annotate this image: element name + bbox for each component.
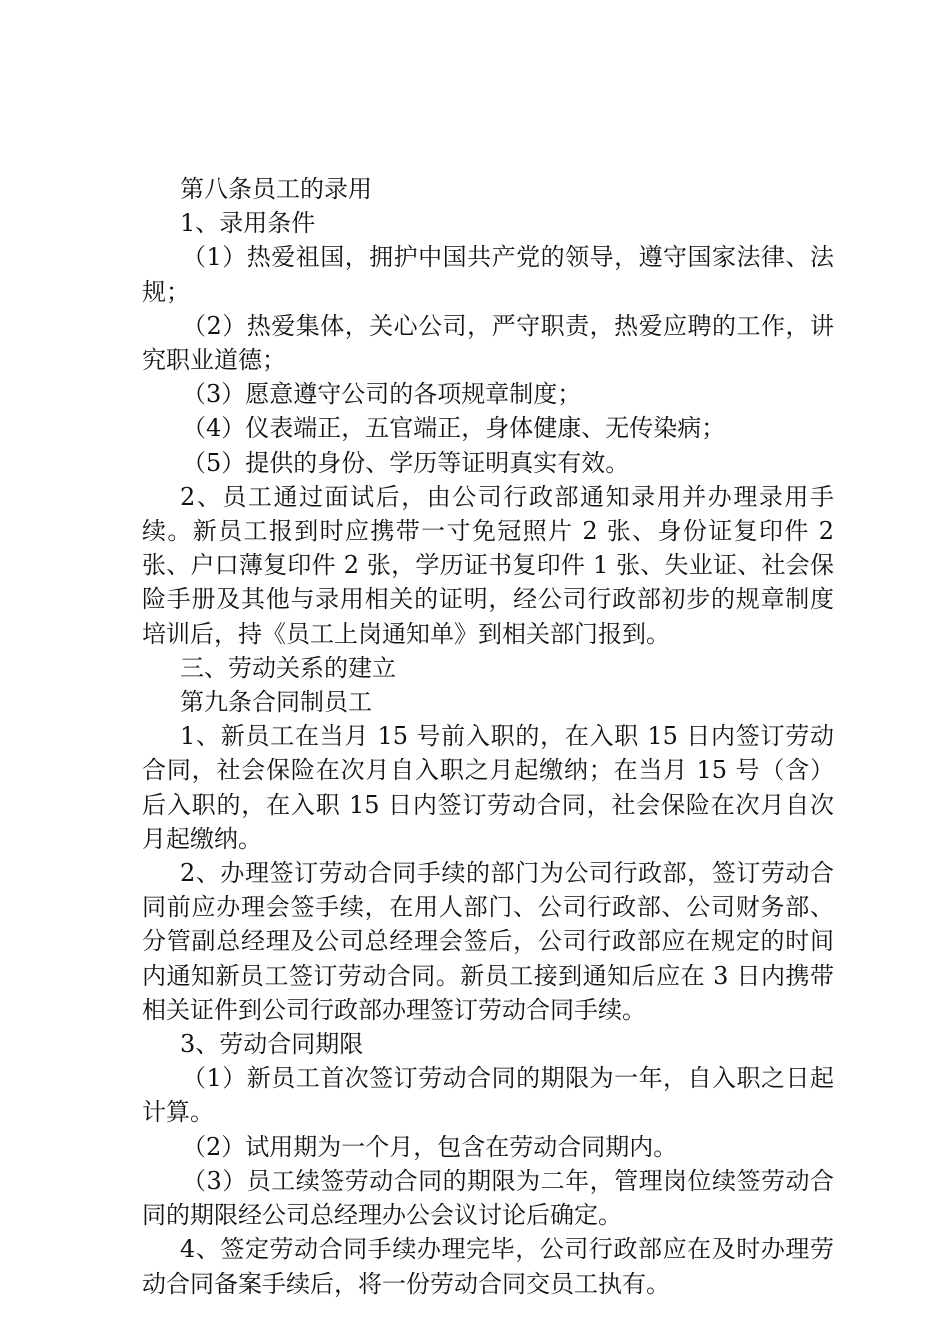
condition-1: （1）热爱祖国，拥护中国共产党的领导，遵守国家法律、法规； bbox=[142, 243, 834, 306]
contract-term-3: （3）员工续签劳动合同的期限为二年，管理岗位续签劳动合同的期限经公司总经理办公会议讨论后确定。 bbox=[142, 1166, 834, 1230]
contract-term-heading: 3、劳动合同期限 bbox=[180, 1030, 364, 1059]
condition-5: （5）提供的身份、学历等证明真实有效。 bbox=[182, 448, 630, 477]
contract-term-2: （2）试用期为一个月，包含在劳动合同期内。 bbox=[182, 1132, 678, 1161]
condition-2: （2）热爱集体，关心公司，严守职责，热爱应聘的工作，讲究职业道德； bbox=[142, 311, 834, 375]
hiring-procedure: 2、员工通过面试后，由公司行政部通知录用并办理录用手续。新员工报到时应携带一寸免冠照片 2 张、身份证复印件 2 张、户口薄复印件 2 张，学历证书复印件 1 张、失业证、社会保险手册及其他与录用相关的证明，经公司行政部初步的规章制度培训后，持《员工上岗通知单》到相关部门报到。 bbox=[142, 482, 834, 648]
article-9-heading: 第九条合同制员工 bbox=[180, 688, 372, 717]
contract-timing: 1、新员工在当月 15 号前入职的，在入职 15 日内签订劳动合同，社会保险在次月自入职之月起缴纳；在当月 15 号（含）后入职的，在入职 15 日内签订劳动合同，社会保险在次月自次月起缴纳。 bbox=[142, 722, 834, 853]
contract-filing: 4、签定劳动合同手续办理完毕，公司行政部应在及时办理劳动合同备案手续后，将一份劳动合同交员工执有。 bbox=[142, 1235, 834, 1298]
hiring-conditions-heading: 1、录用条件 bbox=[180, 209, 316, 238]
condition-4: （4）仪表端正，五官端正，身体健康、无传染病； bbox=[182, 414, 726, 443]
document-body bbox=[142, 172, 834, 1301]
section-3-heading: 三、劳动关系的建立 bbox=[180, 653, 396, 682]
contract-term-1: （1）新员工首次签订劳动合同的期限为一年，自入职之日起计算。 bbox=[142, 1064, 834, 1127]
contract-procedure: 2、办理签订劳动合同手续的部门为公司行政部，签订劳动合同前应办理会签手续，在用人部门、公司行政部、公司财务部、分管副总经理及公司总经理会签后，公司行政部应在规定的时间内通知新员工签订劳动合同。新员工接到通知后应在 3 日内携带相关证件到公司行政部办理签订劳动合同手续。 bbox=[142, 859, 834, 1024]
article-8-heading: 第八条员工的录用 bbox=[180, 175, 372, 203]
condition-3: （3）愿意遵守公司的各项规章制度； bbox=[182, 380, 582, 409]
